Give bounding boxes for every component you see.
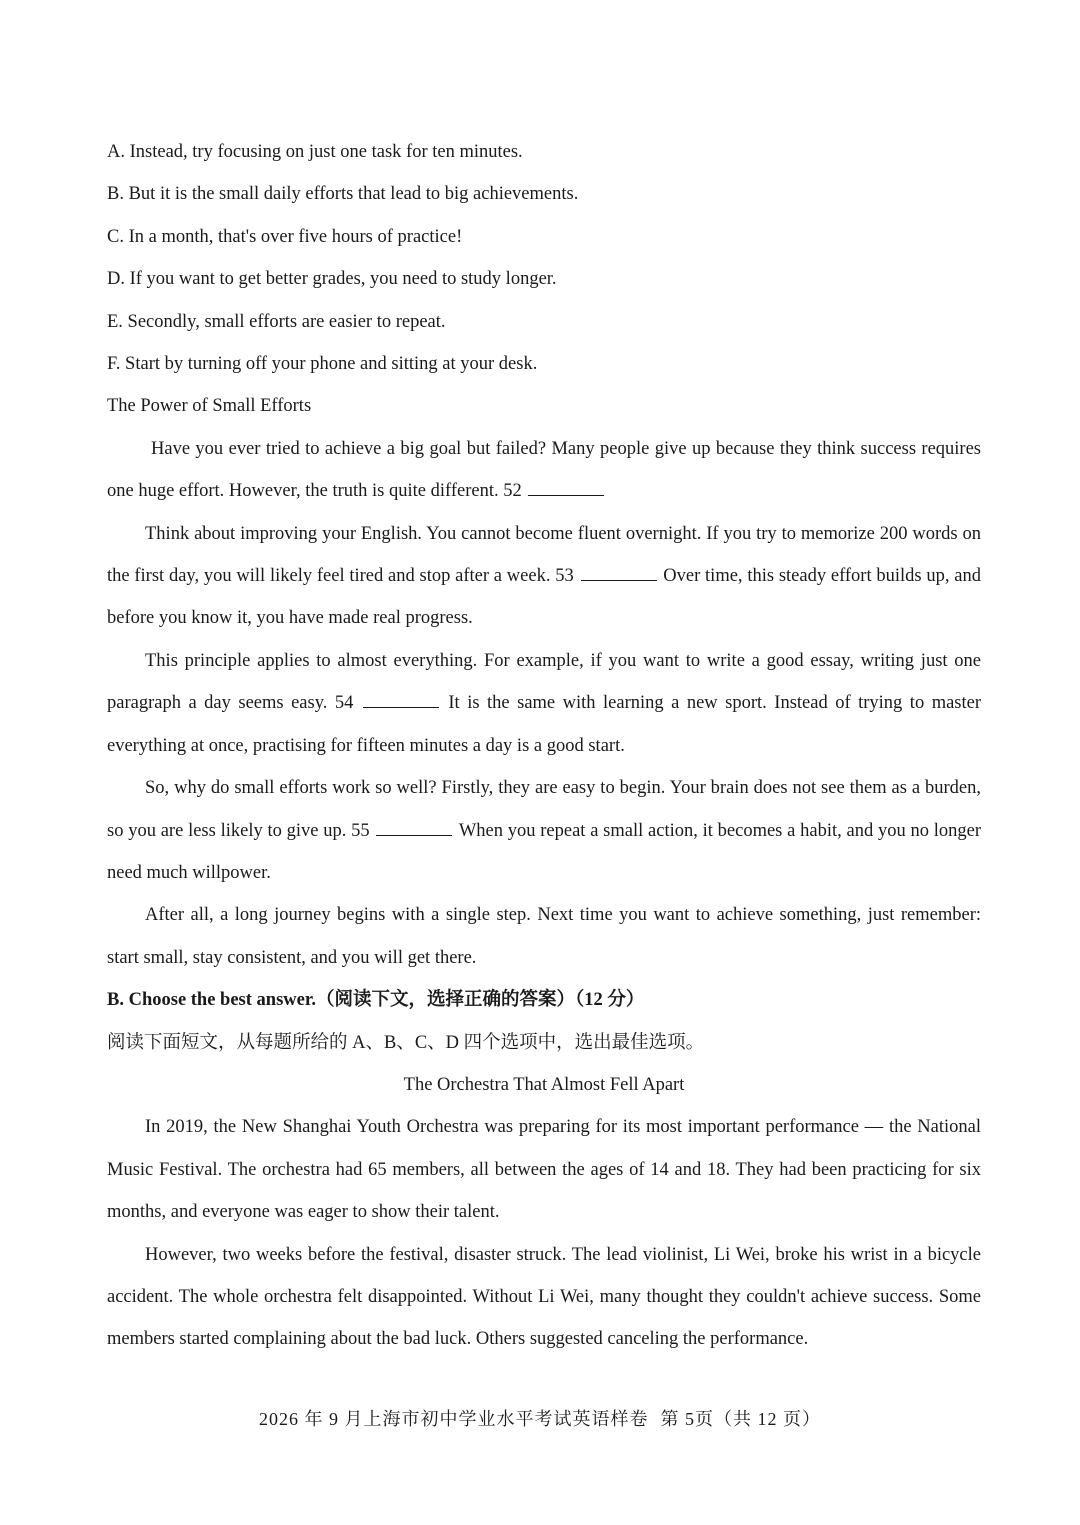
page-footer xyxy=(0,1403,1080,1435)
blank-52-line xyxy=(528,481,604,496)
page-content xyxy=(107,131,981,1361)
option-e: E. Secondly, small efforts are easier to repeat. xyxy=(107,311,446,332)
passage-b-paragraph-1: In 2019, the New Shanghai Youth Orchestra was preparing for its most important performance — the National Music Festival. The orchestra had 65 members, all between the ages of 14 and 18. They had been practicing for six months, and everyone was eager to show their talent. xyxy=(107,1117,981,1223)
passage-a-title: The Power of Small Efforts xyxy=(107,396,312,417)
passage-a-paragraph-3 xyxy=(107,640,981,767)
section-b-instruction: 阅读下面短文，从每题所给的 A、B、C、D 四个选项中，选出最佳选项。 xyxy=(107,1032,705,1053)
blank-number: 55 xyxy=(351,820,370,841)
footer-page-number: 第 5页（共 12 页） xyxy=(660,1409,821,1429)
option-c: C. In a month, that's over five hours of practice! xyxy=(107,226,463,247)
option-a: A. Instead, try focusing on just one task for ten minutes. xyxy=(107,142,523,162)
passage-a-paragraph-4 xyxy=(107,767,981,894)
paragraph-text: Over time, this steady effort builds up, and before you know it, you have made real progress. xyxy=(107,566,982,629)
paragraph-text: It is the same with learning a new sport. Instead of trying to master everything at once, practising for fifteen minutes a day is a good start. xyxy=(107,693,982,756)
option-d: D. If you want to get better grades, you need to study longer. xyxy=(107,269,557,290)
paragraph-text: So, why do small efforts work so well? Firstly, they are easy to begin. Your brain does not see them as a burden, so you are less likely to give up. xyxy=(107,778,981,841)
blank-number: 54 xyxy=(334,693,354,714)
blank-55-line xyxy=(376,821,452,836)
blank-number: 53 xyxy=(555,566,574,587)
paragraph-text: Think about improving your English. You cannot become fluent overnight. If you try to memorize 200 words on the first day, you will likely feel tired and stop after a week. xyxy=(107,523,981,587)
paragraph-text: When you repeat a small action, it becomes a habit, and you no longer need much willpower. xyxy=(107,820,981,883)
option-b: B. But it is the small daily efforts that lead to big achievements. xyxy=(107,184,579,205)
paragraph-text: This principle applies to almost everything. For example, if you want to write a good essay, writing just one paragraph a day seems easy. xyxy=(107,650,981,714)
blank-53-line xyxy=(581,566,657,581)
passage-b-title: The Orchestra That Almost Fell Apart xyxy=(403,1074,685,1095)
blank-54-line xyxy=(363,693,439,708)
blank-number: 52 xyxy=(503,481,522,502)
footer-exam-title: 2026 年 9 月上海市初中学业水平考试英语样卷 xyxy=(259,1409,649,1429)
passage-a-paragraph-5: After all, a long journey begins with a single step. Next time you want to achieve something, just remember: start small, stay consistent, and you will get there. xyxy=(107,905,981,968)
passage-b-paragraph-2: However, two weeks before the festival, disaster struck. The lead violinist, Li Wei, broke his wrist in a bicycle accident. The whole orchestra felt disappointed. Without Li Wei, many thought they couldn't achieve success. Some members started complaining about the bad luck. Others suggested canceling the performance. xyxy=(107,1244,981,1350)
passage-a-paragraph-2 xyxy=(107,513,981,640)
paragraph-text: Have you ever tried to achieve a big goal but failed? Many people give up because they think success requires one huge effort. However, the truth is quite different. xyxy=(107,438,981,502)
passage-a-paragraph-1 xyxy=(107,428,981,513)
option-f: F. Start by turning off your phone and sitting at your desk. xyxy=(107,354,538,375)
section-b-heading: B. Choose the best answer.（阅读下文，选择正确的答案）（12 分） xyxy=(107,990,645,1011)
